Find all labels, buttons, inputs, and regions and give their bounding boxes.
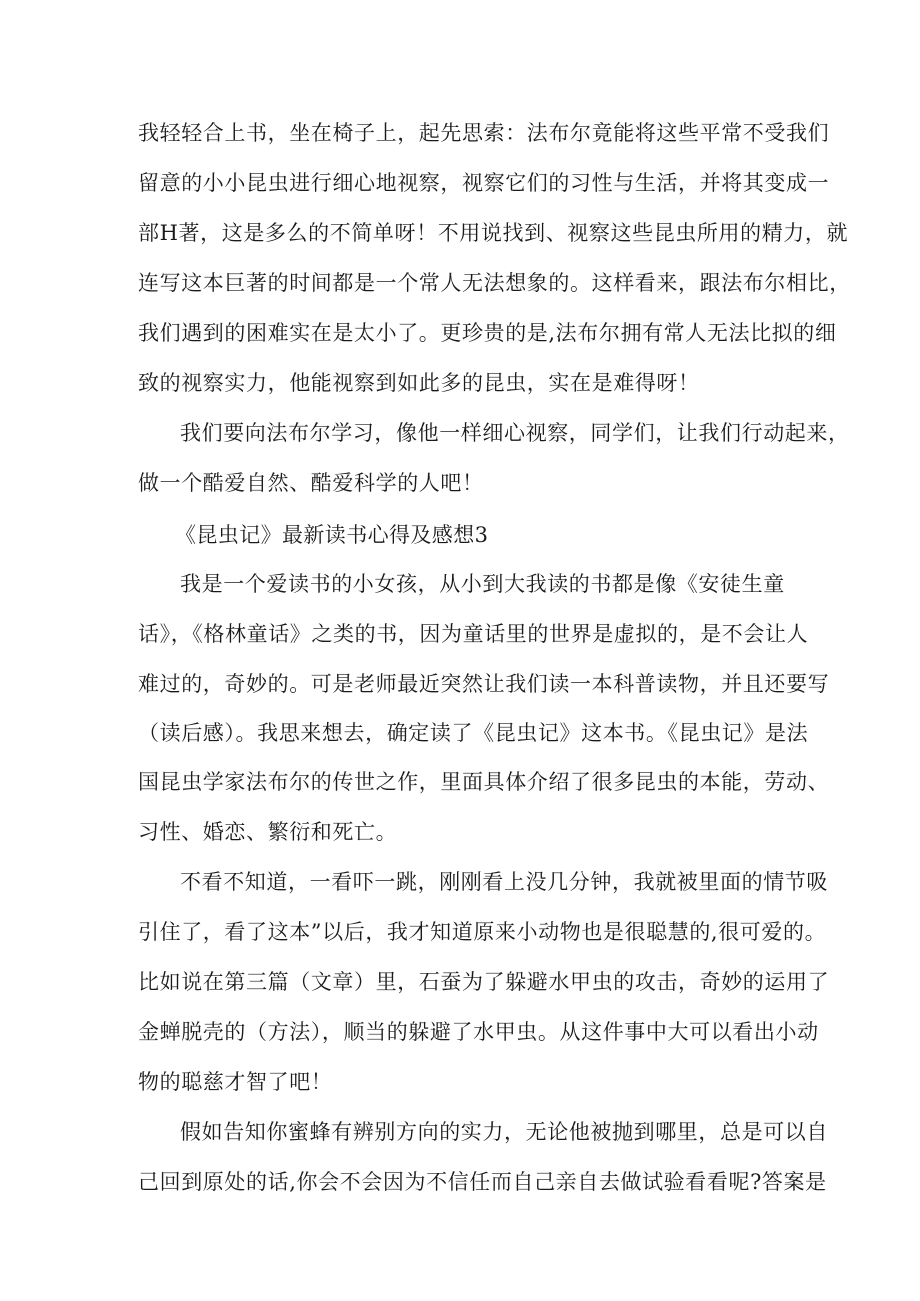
- paragraph-3-line-1: 我是一个爱读书的小女孩，从小到大我读的书都是像《安徒生童: [180, 572, 785, 596]
- paragraph-5-line-2: 己回到原处的话,你会不会因为不信任而自己亲自去做试验看看呢?答案是: [138, 1170, 827, 1194]
- paragraph-4-line-5: 物的聪慈才智了吧！: [138, 1070, 333, 1094]
- paragraph-3-line-4: （读后感）。我思来想去，确定读了《昆虫记》这本书。《昆虫记》是法: [138, 721, 809, 745]
- paragraph-4-line-1: 不看不知道，一看吓一跳，刚刚看上没几分钟，我就被里面的情节吸: [180, 870, 828, 894]
- paragraph-2-line-2: 做一个酷爱自然、酷爱科学的人吧！: [138, 471, 484, 495]
- section-heading: 《昆虫记》最新读书心得及感想3: [175, 523, 489, 547]
- paragraph-1-line-3: 部H著，这是多么的不简单呀！不用说找到、视察这些昆虫所用的精力，就: [138, 221, 849, 245]
- paragraph-1-line-1: 我轻轻合上书，坐在椅子上，起先思索：法布尔竟能将这些平常不受我们: [138, 121, 830, 145]
- paragraph-4-line-4: 金蝉脱壳的（方法），顺当的躲避了水甲虫。从这件事中大可以看出小动: [138, 1020, 819, 1044]
- paragraph-3-line-3: 难过的，奇妙的。可是老师最近突然让我们读一本科普读物，并且还要写: [138, 672, 830, 696]
- paragraph-3-line-6: 习性、婚恋、繁衍和死亡。: [138, 820, 398, 844]
- paragraph-5-line-1: 假如告知你蜜蜂有辨别方向的实力，无论他被抛到哪里，总是可以自: [180, 1120, 828, 1144]
- paragraph-2-line-1: 我们要向法布尔学习，像他一样细心视察，同学们，让我们行动起来，: [180, 421, 850, 445]
- paragraph-1-line-5: 我们遇到的困难实在是太小了。更珍贵的是,法布尔拥有常人无法比拟的细: [138, 321, 837, 345]
- paragraph-4-line-3: 比如说在第三篇（文章）里，石蚕为了躲避水甲虫的攻击，奇妙的运用了: [138, 970, 830, 994]
- paragraph-1-line-6: 致的视察实力，他能视察到如此多的昆虫，实在是难得呀！: [138, 371, 700, 395]
- paragraph-1-line-4: 连写这本巨著的时间都是一个常人无法想象的。这样看来，跟法布尔相比，: [138, 271, 851, 295]
- paragraph-3-line-2: 话》，《格林童话》之类的书，因为童话里的世界是虚拟的，是不会让人: [138, 622, 809, 646]
- paragraph-1-line-2: 留意的小小昆虫进行细心地视察，视察它们的习性与生活，并将其变成一: [138, 171, 830, 195]
- paragraph-3-line-5: 国昆虫学家法布尔的传世之作，里面具体介绍了很多昆虫的本能，劳动、: [138, 770, 830, 794]
- paragraph-4-line-2: 引住了，看了这本”以后，我才知道原来小动物也是很聪慧的,很可爱的。: [138, 920, 827, 944]
